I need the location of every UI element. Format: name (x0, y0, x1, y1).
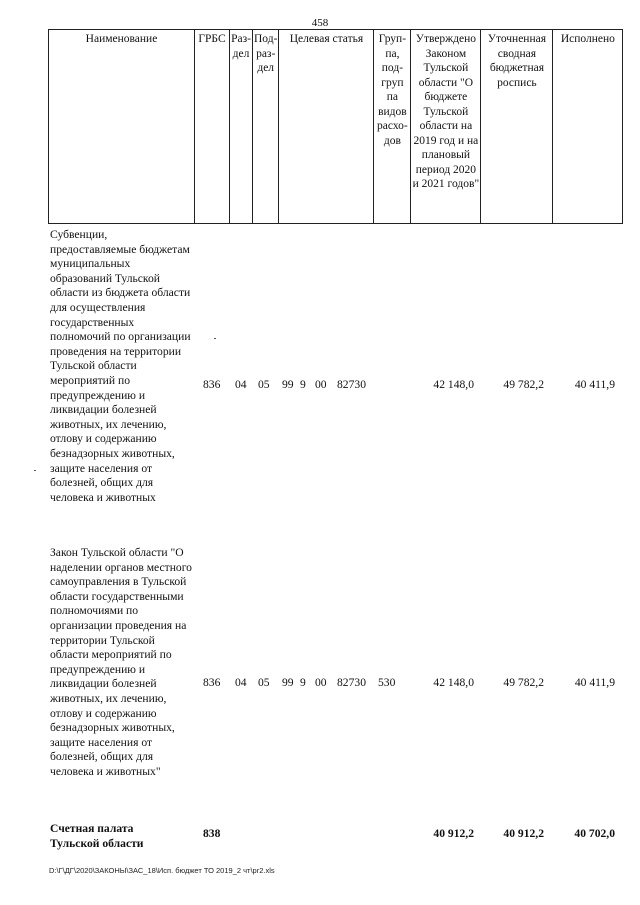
cell-executed: 40 702,0 (574, 827, 615, 840)
cell-target-4: 82730 (337, 378, 366, 391)
col-header-grbs: ГРБС (195, 30, 230, 224)
cell-target-2: 9 (300, 378, 306, 391)
cell-grbs: 836 (203, 378, 221, 391)
cell-target-3: 00 (315, 378, 327, 391)
cell-executed: 40 411,9 (574, 676, 615, 689)
cell-approved: 40 912,2 (433, 827, 474, 840)
cell-target-4: 82730 (337, 676, 366, 689)
cell-refined: 49 782,2 (503, 378, 544, 391)
table-header (48, 29, 623, 224)
cell-target-1: 99 (282, 378, 294, 391)
cell-approved: 42 148,0 (433, 676, 474, 689)
file-path-footer: D:\Г\ДГ\2020\ЗАКОНЫ\ЗАС_18\Исп. бюджет ТО 2019_2 чт\pr2.xls (49, 866, 275, 875)
page-number: 458 (311, 17, 329, 29)
scan-speck (214, 338, 216, 339)
col-header-target: Целевая статья (279, 30, 374, 224)
row-name: Субвенции, предоставляемые бюджетам муниципальных образований Тульской области из бюджета области для осуществления государственных полномочий по организации проведения на территории Тульской области мероприятий по предупреждению и ликвидации болезней животных, их лечению, отлову и содержанию безнадзорных животных, защите населения от болезней, общих для человека и животных (50, 228, 191, 504)
cell-razdel: 04 (235, 378, 247, 391)
cell-target-3: 00 (315, 676, 327, 689)
row-name: Счетная палата Тульской области (50, 822, 144, 850)
scan-speck (34, 470, 36, 471)
cell-executed: 40 411,9 (574, 378, 615, 391)
cell-razdel: 04 (235, 676, 247, 689)
cell-refined: 49 782,2 (503, 676, 544, 689)
cell-grbs: 838 (203, 827, 221, 840)
col-header-refined: Уточненная сводная бюджетная роспись (481, 30, 553, 224)
cell-podrazdel: 05 (258, 378, 270, 391)
cell-podrazdel: 05 (258, 676, 270, 689)
col-header-razdel: Раз-дел (230, 30, 253, 224)
cell-grbs: 836 (203, 676, 221, 689)
row-name: Закон Тульской области "О наделении органов местного самоуправления в Тульской области государственными полномочиями по организации проведения на территории Тульской области мероприятий по предупреждению и ликвидации болезней животных, их лечению, отлову и содержанию безнадзорных животных, защите населения от болезней, общих для человека и животных" (50, 546, 192, 778)
col-header-podrazdel: Под-раз-дел (253, 30, 279, 224)
col-header-approved: Утверждено Законом Тульской области "О бюджете Тульской области на 2019 год и на плановый период 2020 и 2021 годов" (411, 30, 481, 224)
cell-approved: 42 148,0 (433, 378, 474, 391)
cell-target-1: 99 (282, 676, 294, 689)
cell-refined: 40 912,2 (503, 827, 544, 840)
col-header-executed: Исполнено (553, 30, 623, 224)
cell-target-2: 9 (300, 676, 306, 689)
cell-group: 530 (378, 676, 396, 689)
col-header-name: Наименование (49, 30, 195, 224)
col-header-group: Груп-па, под-груп па видов расхо-дов (374, 30, 411, 224)
